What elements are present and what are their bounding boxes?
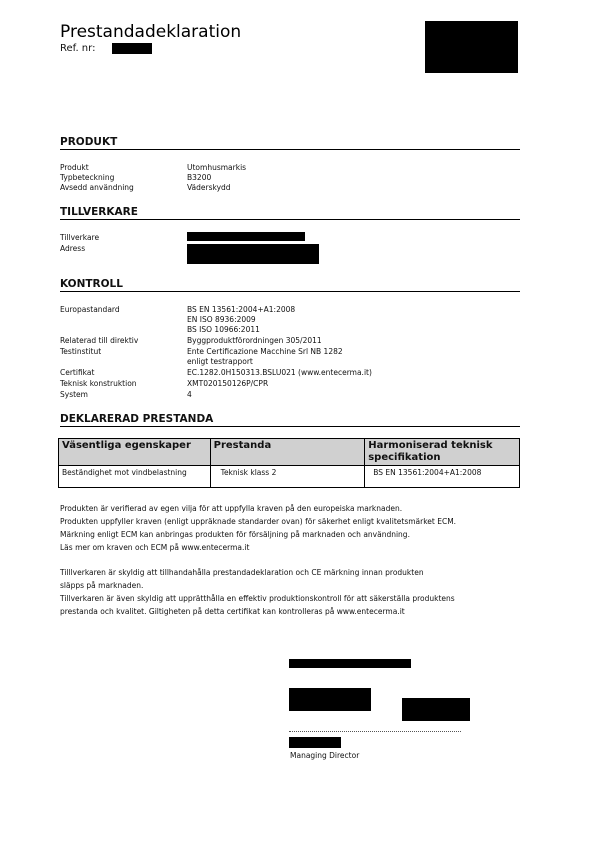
signer-role: Managing Director	[290, 751, 360, 760]
testinstitut-label: Testinstitut	[60, 347, 102, 356]
paragraph-line: Tillverkaren är även skyldig att upprätthålla en effektiv produktionskontroll för att säkerställa produktens	[60, 594, 455, 603]
typbeteckning-label: Typbeteckning	[60, 173, 115, 182]
paragraph-line: släpps på marknaden.	[60, 581, 144, 590]
certifikat-label: Certifikat	[60, 368, 95, 377]
section-heading-kontroll: KONTROLL	[60, 278, 520, 292]
europastandard-value-1: BS EN 13561:2004+A1:2008	[187, 305, 296, 314]
section-heading-produkt: PRODUKT	[60, 136, 520, 150]
system-label: System	[60, 390, 88, 399]
signature-line	[289, 731, 461, 732]
adress-label: Adress	[60, 244, 86, 253]
europastandard-label: Europastandard	[60, 305, 120, 314]
document-title: Prestandadeklaration	[60, 22, 242, 42]
table-header-cell: Harmoniserad teknisk specifikation	[365, 439, 520, 466]
avsedd-anvandning-value: Väderskydd	[187, 183, 231, 192]
paragraph-line: Tilllverkaren är skyldig att tillhandahålla prestandadeklaration och CE märkning innan produkten	[60, 568, 424, 577]
direktiv-label: Relaterad till direktiv	[60, 336, 139, 345]
table-cell: Teknisk klass 2	[210, 466, 365, 488]
performance-table	[58, 438, 520, 488]
section-heading-deklarerad-prestanda: DEKLARERAD PRESTANDA	[60, 413, 520, 427]
logo-redaction	[425, 21, 518, 73]
table-cell: Beständighet mot vindbelastning	[59, 466, 211, 488]
teknisk-konstruktion-label: Teknisk konstruktion	[60, 379, 137, 388]
avsedd-anvandning-label: Avsedd användning	[60, 183, 134, 192]
table-header-cell: Prestanda	[210, 439, 365, 466]
paragraph-line: Produkten uppfyller kraven (enligt uppräknade standarder ovan) för säkerhet enligt kvalitetsmärket ECM.	[60, 517, 457, 526]
teknisk-konstruktion-value: XMT020150126P/CPR	[187, 379, 269, 388]
tillverkare-label: Tillverkare	[60, 233, 100, 242]
section-heading-tillverkare: TILLVERKARE	[60, 206, 520, 220]
paragraph-line: Läs mer om kraven och ECM på www.entecerma.it	[60, 543, 250, 552]
signature-redaction	[289, 688, 371, 711]
tillverkare-redaction	[187, 232, 305, 241]
table-header-row	[59, 439, 520, 466]
ref-number-redaction	[112, 43, 152, 54]
paragraph-line: Produkten är verifierad av egen vilja för att uppfylla kraven på den europeiska marknaden.	[60, 504, 403, 513]
paragraph-line: prestanda och kvalitet. Giltigheten på detta certifikat kan kontrolleras på www.entecerma.it	[60, 607, 405, 616]
table-cell: BS EN 13561:2004+A1:2008	[365, 466, 520, 488]
system-value: 4	[187, 390, 192, 399]
europastandard-value-3: BS ISO 10966:2011	[187, 325, 260, 334]
europastandard-value-2: EN ISO 8936:2009	[187, 315, 256, 324]
certifikat-value: EC.1282.0H150313.BSLU021 (www.entecerma.it)	[187, 368, 372, 377]
typbeteckning-value: B3200	[187, 173, 212, 182]
table-header-cell: Väsentliga egenskaper	[59, 439, 211, 466]
adress-redaction	[187, 244, 319, 264]
signer-name-redaction	[289, 737, 341, 748]
stamp-redaction	[402, 698, 470, 721]
company-name-redaction	[289, 659, 411, 668]
produkt-label: Produkt	[60, 163, 89, 172]
testrapport-value: enligt testrapport	[187, 357, 253, 366]
produkt-value: Utomhusmarkis	[187, 163, 247, 172]
direktiv-value: Byggproduktförordningen 305/2011	[187, 336, 322, 345]
testinstitut-value: Ente Certificazione Macchine Srl NB 1282	[187, 347, 343, 356]
paragraph-line: Märkning enligt ECM kan anbringas produkten för försäljning på marknaden och användning.	[60, 530, 410, 539]
ref-number-label: Ref. nr:	[60, 43, 96, 54]
table-row	[59, 466, 520, 488]
